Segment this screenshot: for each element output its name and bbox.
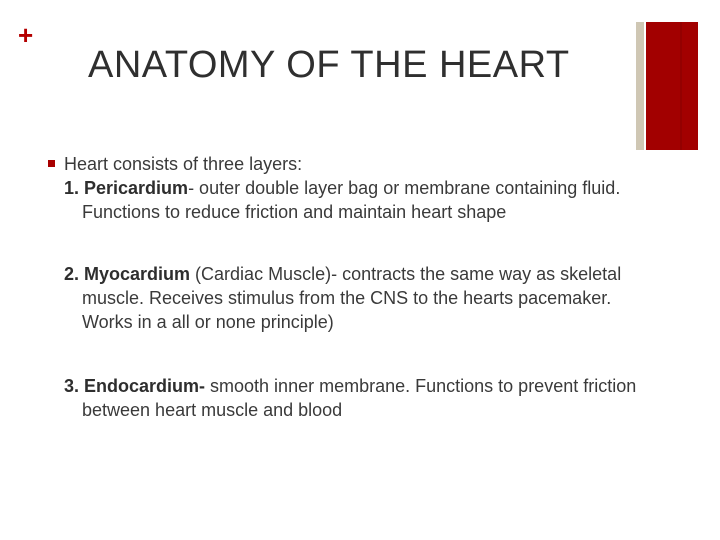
layer-heading: 2. Myocardium: [64, 264, 191, 284]
decorative-divider: [680, 22, 682, 150]
square-bullet-icon: [48, 160, 55, 167]
layer-description: (Cardiac Muscle)- contracts the same way as skeletal muscle. Receives stimulus from the CNS to the hearts pacemaker. Works in a all or none principle): [82, 264, 622, 332]
layer-item-myocardium: [64, 262, 648, 334]
bullet-item: [48, 152, 648, 176]
spacer: [48, 334, 648, 374]
layer-heading: 3. Endocardium-: [64, 376, 206, 396]
layer-heading: 1. Pericardium: [64, 178, 189, 198]
layer-item-pericardium: [64, 176, 648, 224]
plus-icon: +: [18, 20, 34, 50]
intro-text: Heart consists of three layers:: [64, 154, 303, 174]
slide-title: ANATOMY OF THE HEART: [88, 44, 570, 86]
decorative-tan-bar: [636, 22, 644, 150]
spacer: [48, 224, 648, 262]
slide-body: [48, 152, 648, 422]
decorative-red-block: [646, 22, 698, 150]
layer-item-endocardium: [64, 374, 648, 422]
layer-description: - outer double layer bag or membrane containing fluid. Functions to reduce friction and maintain heart shape: [82, 178, 621, 222]
layer-description: smooth inner membrane. Functions to prevent friction between heart muscle and blood: [82, 376, 637, 420]
